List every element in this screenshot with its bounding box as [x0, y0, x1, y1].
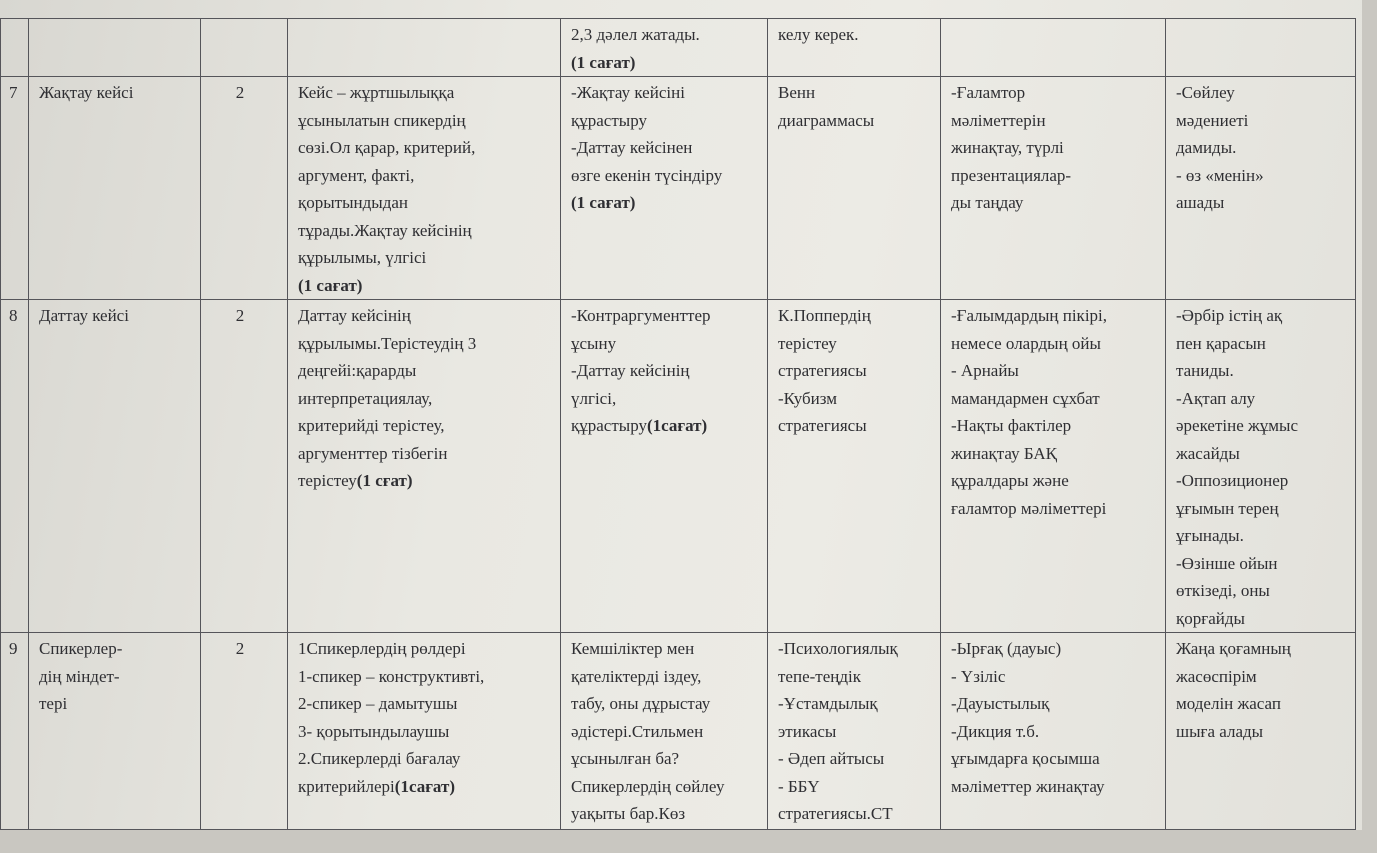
- result-line: қорғайды: [1176, 608, 1245, 628]
- tasks-line-text: табу, оны дұрыстау: [571, 694, 711, 713]
- result-line: ұғымын терең: [1176, 498, 1279, 518]
- cell-result: [1166, 633, 1356, 830]
- cell-hours: [201, 19, 288, 77]
- tasks-line-text: -Даттау кейсінен: [571, 138, 693, 157]
- result-line: шыға алады: [1176, 721, 1264, 741]
- cell-topic: [29, 633, 201, 830]
- content-line-text: аргументтер тізбегін: [298, 443, 448, 463]
- method-line: келу керек.: [778, 25, 859, 44]
- resources-line: -Дикция т.б.: [951, 721, 1040, 741]
- tasks-line: [571, 49, 759, 77]
- resources-line: құралдары және: [951, 471, 1069, 490]
- resources-line: мәліметтерін: [951, 110, 1046, 130]
- tasks-line-text: құрастыру: [571, 416, 647, 435]
- result-line: таниды.: [1176, 361, 1234, 380]
- method-line: Венн: [778, 83, 816, 102]
- content-line: [298, 663, 552, 691]
- cell-resources: [941, 300, 1166, 633]
- resources-line: -Нақты фактілер: [951, 416, 1072, 435]
- content-line-text: терістеу: [298, 471, 357, 490]
- method-line: стратегиясы: [778, 361, 867, 380]
- method-line: терістеу: [778, 333, 837, 353]
- content-line-text: Даттау кейсінің: [298, 306, 411, 325]
- result-line: -Сөйлеу: [1176, 83, 1235, 102]
- result-line: моделін жасап: [1176, 694, 1281, 713]
- topic-line: Даттау кейсі: [39, 306, 129, 325]
- content-line: [298, 330, 552, 358]
- cell-content: [288, 633, 561, 830]
- tasks-line-text: Кемшіліктер мен: [571, 639, 695, 658]
- tasks-line: [571, 718, 759, 746]
- result-line: -Оппозиционер: [1176, 471, 1289, 490]
- tasks-line-text: 2,3 дәлел жатады.: [571, 25, 700, 44]
- tasks-line-text: өзге екенін түсіндіру: [571, 165, 723, 185]
- tasks-line: [571, 745, 759, 773]
- content-line: [298, 79, 552, 107]
- content-line-text: 1-спикер – конструктивті,: [298, 666, 485, 686]
- hours-note: (1 сғат): [356, 471, 413, 490]
- topic-line: дің міндет-: [39, 666, 120, 686]
- tasks-line-text: -Даттау кейсінің: [571, 361, 690, 380]
- resources-line: ұғымдарға қосымша: [951, 749, 1100, 768]
- content-line: [298, 385, 552, 413]
- content-line-text: тұрады.Жақтау кейсінің: [298, 220, 472, 240]
- content-line-text: аргумент, факті,: [298, 165, 415, 185]
- topic-line: тері: [39, 694, 68, 713]
- resources-line: -Ғаламтор: [951, 83, 1026, 102]
- content-line-text: критерийді терістеу,: [298, 416, 445, 435]
- tasks-line: [571, 690, 759, 718]
- content-line-text: 2.Спикерлерді бағалау: [298, 749, 461, 768]
- tasks-line-text: ұсынылған ба?: [571, 749, 680, 768]
- topic-line: Жақтау кейсі: [39, 83, 134, 102]
- tasks-line: [571, 79, 759, 107]
- method-line: тепе-теңдік: [778, 666, 861, 686]
- table-row: [1, 19, 1356, 77]
- cell-num: [1, 633, 29, 830]
- result-line: -Әрбір істің ақ: [1176, 306, 1283, 325]
- topic-line: Спикерлер-: [39, 639, 123, 658]
- content-line: [298, 635, 552, 663]
- content-line-text: құрылымы.Терістеудің 3: [298, 333, 477, 353]
- cell-num: [1, 77, 29, 300]
- cell-tasks: [561, 300, 768, 633]
- tasks-line-text: әдістері.Стильмен: [571, 721, 704, 741]
- hours-text: 2: [235, 306, 245, 325]
- method-line: - ББҮ: [778, 776, 820, 796]
- cell-resources: [941, 19, 1166, 77]
- cell-tasks: [561, 77, 768, 300]
- result-line: Жаңа қоғамның: [1176, 639, 1291, 658]
- tasks-line: [571, 107, 759, 135]
- tasks-line-text: -Жақтау кейсіні: [571, 83, 685, 102]
- cell-topic: [29, 77, 201, 300]
- resources-line: мамандармен сұхбат: [951, 388, 1100, 408]
- content-line: [298, 412, 552, 440]
- tasks-line: [571, 330, 759, 358]
- result-line: әрекетіне жұмыс: [1176, 416, 1298, 435]
- method-line: стратегиясы.СТ: [778, 804, 893, 823]
- content-line-text: 1Спикерлердің рөлдері: [298, 639, 466, 658]
- content-line: [298, 244, 552, 272]
- tasks-line-text: қателіктерді іздеу,: [571, 666, 702, 686]
- method-line: -Психологиялық: [778, 639, 898, 658]
- tasks-line: [571, 357, 759, 385]
- resources-line: - Үзіліс: [951, 666, 1006, 686]
- table-row: [1, 300, 1356, 633]
- cell-content: [288, 19, 561, 77]
- content-line-text: интерпретациялау,: [298, 388, 433, 408]
- content-line: [298, 357, 552, 385]
- content-line: [298, 718, 552, 746]
- cell-topic: [29, 300, 201, 633]
- resources-line: ды таңдау: [951, 193, 1024, 212]
- curriculum-table: [0, 18, 1356, 830]
- resources-line: -Ғалымдардың пікірі,: [951, 306, 1108, 325]
- content-line-text: критерийлері: [298, 776, 395, 796]
- tasks-line: [571, 412, 759, 440]
- tasks-line: [571, 162, 759, 190]
- tasks-line: [571, 302, 759, 330]
- cell-tasks: [561, 633, 768, 830]
- cell-method: [768, 633, 941, 830]
- tasks-line: [571, 21, 759, 49]
- method-line: диаграммасы: [778, 110, 875, 130]
- cell-result: [1166, 77, 1356, 300]
- result-line: пен қарасын: [1176, 333, 1266, 353]
- tasks-line: [571, 385, 759, 413]
- hours-note: (1сағат): [394, 776, 455, 796]
- resources-line: ғаламтор мәліметтері: [951, 498, 1107, 518]
- method-line: стратегиясы: [778, 416, 867, 435]
- cell-content: [288, 77, 561, 300]
- tasks-line-text: уақыты бар.Көз: [571, 804, 686, 823]
- tasks-line-text: (1 сағат): [571, 52, 636, 72]
- method-line: - Әдеп айтысы: [778, 749, 885, 768]
- cell-tasks: [561, 19, 768, 77]
- method-line: К.Поппердің: [778, 306, 871, 325]
- content-line: [298, 440, 552, 468]
- content-line-text: (1 сағат): [298, 275, 363, 295]
- content-line: [298, 745, 552, 773]
- tasks-line-text: (1 сағат): [571, 193, 636, 212]
- cell-result: [1166, 19, 1356, 77]
- num-text: 9: [9, 639, 18, 658]
- num-text: 8: [9, 306, 18, 325]
- result-line: ұғынады.: [1176, 526, 1244, 545]
- result-line: жасайды: [1176, 443, 1240, 463]
- tasks-line: [571, 800, 759, 828]
- method-line: этикасы: [778, 721, 837, 741]
- resources-line: жинақтау, түрлі: [951, 138, 1064, 157]
- cell-hours: [201, 77, 288, 300]
- result-line: -Ақтап алу: [1176, 388, 1256, 408]
- content-line-text: 3- қорытындылаушы: [298, 721, 450, 741]
- table-row: [1, 77, 1356, 300]
- tasks-line: [571, 189, 759, 217]
- result-line: дамиды.: [1176, 138, 1237, 157]
- content-line-text: деңгейі:қарарды: [298, 361, 417, 380]
- table-row: [1, 633, 1356, 830]
- content-line: [298, 189, 552, 217]
- content-line: [298, 162, 552, 190]
- cell-method: [768, 300, 941, 633]
- content-line: [298, 107, 552, 135]
- content-line-text: қорытындыдан: [298, 193, 408, 212]
- result-line: - өз «менін»: [1176, 165, 1264, 185]
- cell-result: [1166, 300, 1356, 633]
- tasks-line: [571, 663, 759, 691]
- result-line: мәдениеті: [1176, 110, 1249, 130]
- cell-num: [1, 19, 29, 77]
- result-line: -Өзінше ойын: [1176, 553, 1278, 573]
- cell-method: [768, 19, 941, 77]
- hours-note: (1сағат): [646, 416, 708, 435]
- cell-resources: [941, 633, 1166, 830]
- cell-method: [768, 77, 941, 300]
- content-line: [298, 272, 552, 300]
- resources-line: - Арнайы: [951, 361, 1019, 380]
- cell-hours: [201, 300, 288, 633]
- cell-content: [288, 300, 561, 633]
- method-line: -Кубизм: [778, 388, 837, 408]
- tasks-line-text: құрастыру: [571, 110, 647, 130]
- content-line: [298, 217, 552, 245]
- hours-text: 2: [235, 639, 245, 658]
- tasks-line-text: Спикерлердің сөйлеу: [571, 776, 725, 796]
- content-line-text: құрылымы, үлгісі: [298, 248, 427, 267]
- cell-resources: [941, 77, 1166, 300]
- tasks-line: [571, 635, 759, 663]
- hours-text: 2: [235, 83, 245, 102]
- tasks-line: [571, 134, 759, 162]
- content-line: [298, 134, 552, 162]
- tasks-line-text: ұсыну: [571, 333, 617, 353]
- content-line: [298, 690, 552, 718]
- resources-line: презентациялар-: [951, 165, 1072, 185]
- result-line: жасөспірім: [1176, 666, 1257, 686]
- tasks-line-text: үлгісі,: [571, 388, 617, 408]
- resources-line: жинақтау БАҚ: [951, 443, 1057, 463]
- content-line-text: 2-спикер – дамытушы: [298, 694, 458, 713]
- content-line: [298, 467, 552, 495]
- cell-hours: [201, 633, 288, 830]
- content-line: [298, 773, 552, 801]
- content-line: [298, 302, 552, 330]
- result-line: ашады: [1176, 193, 1225, 212]
- tasks-line: [571, 773, 759, 801]
- resources-line: мәліметтер жинақтау: [951, 776, 1105, 796]
- content-line-text: Кейс – жұртшылыққа: [298, 83, 455, 102]
- content-line-text: сөзі.Ол қарар, критерий,: [298, 138, 476, 157]
- num-text: 7: [9, 83, 18, 102]
- method-line: -Ұстамдылық: [778, 694, 878, 713]
- result-line: өткізеді, оны: [1176, 581, 1270, 600]
- content-line-text: ұсынылатын спикердің: [298, 110, 466, 130]
- cell-topic: [29, 19, 201, 77]
- tasks-line-text: -Контраргументтер: [571, 306, 711, 325]
- cell-num: [1, 300, 29, 633]
- resources-line: -Ырғақ (дауыс): [951, 639, 1062, 658]
- resources-line: -Дауыстылық: [951, 694, 1050, 713]
- resources-line: немесе олардың ойы: [951, 333, 1101, 353]
